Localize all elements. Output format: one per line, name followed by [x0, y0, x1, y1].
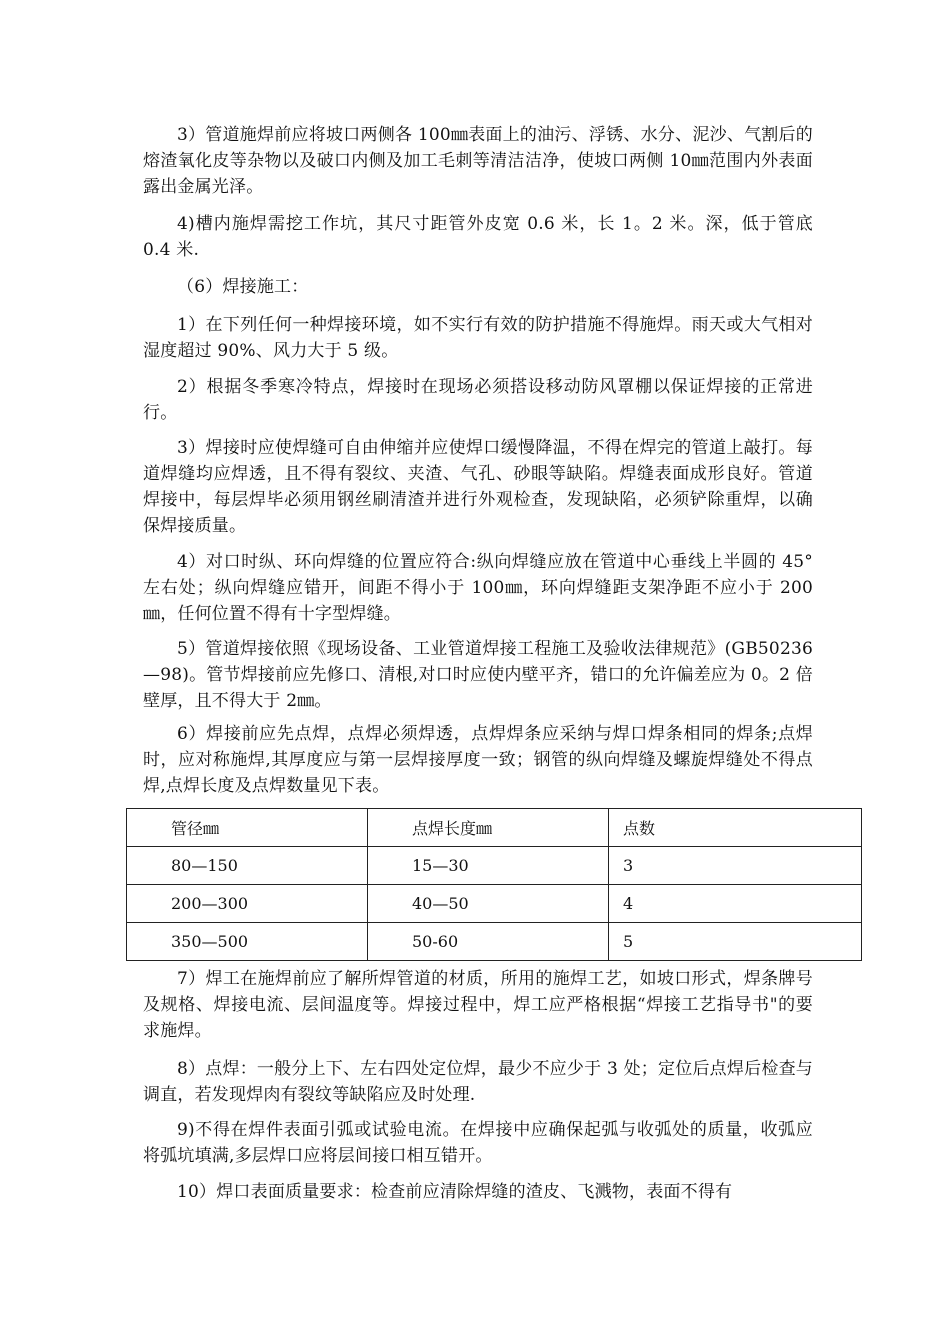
- table-cell: 200—300: [127, 885, 368, 923]
- table-cell: 3: [609, 847, 862, 885]
- paragraph-10-surface-quality: 10）焊口表面质量要求：检查前应清除焊缝的渣皮、飞溅物，表面不得有: [177, 1182, 733, 1202]
- tack-weld-table: [126, 808, 862, 961]
- paragraph-4-seam-position: 4）对口时纵、环向焊缝的位置应符合:纵向焊缝应放在管道中心垂线上半圆的 45° 左右处；纵向焊缝应错开，间距不得小于 100㎜，环向焊缝距支架净距不应小于 200㎜，任何位置不得有十字型焊缝。: [143, 552, 813, 624]
- table-header-cell: 点焊长度㎜: [368, 809, 609, 847]
- table-cell: 80—150: [127, 847, 368, 885]
- table-cell: 350—500: [127, 923, 368, 961]
- paragraph-8-positioning: 8）点焊：一般分上下、左右四处定位焊，最少不应少于 3 处；定位后点焊后检查与调直，若发现焊肉有裂纹等缺陷应及时处理.: [143, 1059, 813, 1105]
- paragraph-2-windshield: 2）根据冬季寒冷特点，焊接时在现场必须搭设移动防风罩棚以保证焊接的正常进行。: [143, 377, 813, 423]
- paragraph-5-standard: 5）管道焊接依照《现场设备、工业管道焊接工程施工及验收法律规范》(GB50236—98)。管节焊接前应先修口、清根,对口时应使内壁平齐，错口的允许偏差应为 0。2 倍壁厚，且不得大于 2㎜。: [143, 639, 813, 711]
- table-header-row: [127, 809, 862, 847]
- table-header-cell: 点数: [609, 809, 862, 847]
- paragraph-1-environment: 1）在下列任何一种焊接环境，如不实行有效的防护措施不得施焊。雨天或大气相对湿度超过 90%、风力大于 5 级。: [143, 315, 813, 361]
- paragraph-3-bevel-cleaning: 3）管道施焊前应将坡口两侧各 100㎜表面上的油污、浮锈、水分、泥沙、气割后的熔渣氧化皮等杂物以及破口内侧及加工毛刺等清洁洁净，使坡口两侧 10㎜范围内外表面露出金属光泽。: [143, 125, 813, 197]
- table-cell: 15—30: [368, 847, 609, 885]
- table-row: [127, 885, 862, 923]
- table-cell: 5: [609, 923, 862, 961]
- paragraph-4-work-pit: 4)槽内施焊需挖工作坑，其尺寸距管外皮宽 0.6 米，长 1。2 米。深，低于管底 0.4 米.: [143, 214, 813, 260]
- paragraph-6-tack-weld: 6）焊接前应先点焊，点焊必须焊透，点焊焊条应采纳与焊口焊条相同的焊条;点焊时，应对称施焊,其厚度应与第一层焊接厚度一致；钢管的纵向焊缝及螺旋焊缝处不得点焊,点焊长度及点焊数量见下表。: [143, 724, 813, 796]
- paragraph-3-weld-quality: 3）焊接时应使焊缝可自由伸缩并应使焊口缓慢降温，不得在焊完的管道上敲打。每道焊缝均应焊透，且不得有裂纹、夹渣、气孔、砂眼等缺陷。焊缝表面成形良好。管道焊接中，每层焊毕必须用钢丝刷清渣并进行外观检查，发现缺陷，必须铲除重焊，以确保焊接质量。: [143, 438, 813, 536]
- table-cell: 40—50: [368, 885, 609, 923]
- table-row: [127, 847, 862, 885]
- section-heading-welding: （6）焊接施工：: [177, 277, 309, 297]
- paragraph-9-arc-strike: 9)不得在焊件表面引弧或试验电流。在焊接中应确保起弧与收弧处的质量，收弧应将弧坑填满,多层焊口应将层间接口相互错开。: [143, 1120, 813, 1166]
- table-header-cell: 管径㎜: [127, 809, 368, 847]
- table-cell: 50-60: [368, 923, 609, 961]
- table-row: [127, 923, 862, 961]
- table-cell: 4: [609, 885, 862, 923]
- paragraph-7-welder-prep: 7）焊工在施焊前应了解所焊管道的材质，所用的施焊工艺，如坡口形式，焊条牌号及规格、焊接电流、层间温度等。焊接过程中，焊工应严格根据“焊接工艺指导书"的要求施焊。: [143, 969, 813, 1041]
